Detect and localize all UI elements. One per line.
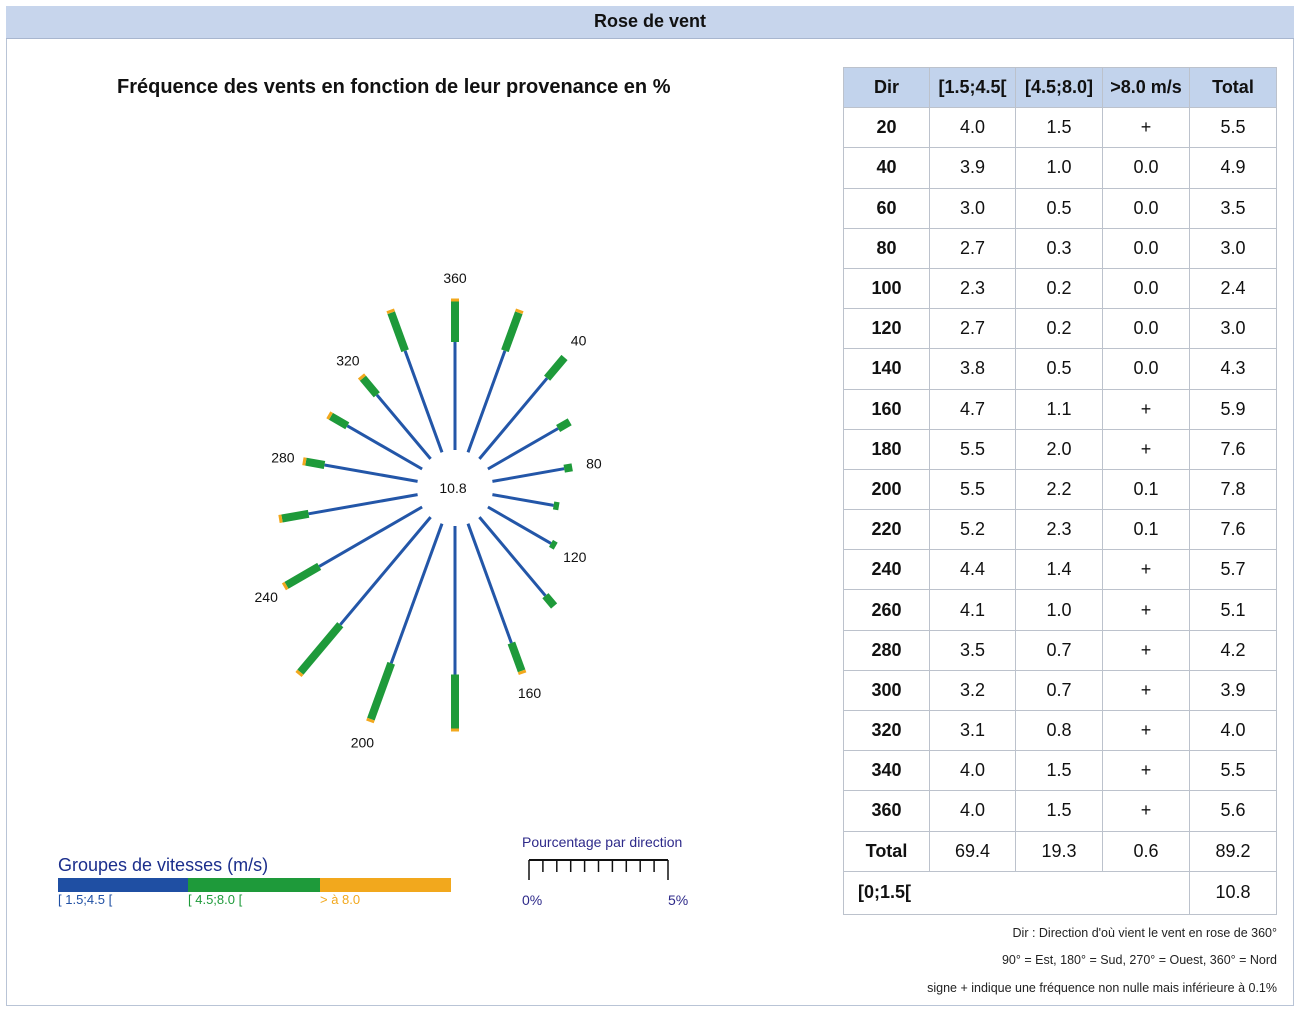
column-header: [4.5;8.0]: [1016, 68, 1103, 108]
table-calm-row: [844, 871, 1277, 914]
table-cell: 3.9: [1190, 670, 1277, 710]
table-cell: 2.2: [1016, 469, 1103, 509]
table-total-cell: 0.6: [1103, 831, 1190, 871]
speed-label-low: [ 1.5;4.5 [: [58, 892, 113, 907]
rose-bar-280-series-3: [303, 461, 306, 462]
table-cell: 0.7: [1016, 670, 1103, 710]
table-cell: +: [1103, 751, 1190, 791]
speed-label-mid: [ 4.5;8.0 [: [188, 892, 243, 907]
table-cell: +: [1103, 791, 1190, 831]
table-cell: 0.2: [1016, 268, 1103, 308]
table-cell: 220: [844, 510, 930, 550]
table-cell: +: [1103, 711, 1190, 751]
column-header: [1.5;4.5[: [930, 68, 1016, 108]
panel-header: Rose de vent: [6, 6, 1294, 39]
table-cell: +: [1103, 670, 1190, 710]
table-cell: 140: [844, 349, 930, 389]
table-cell: 320: [844, 711, 930, 751]
table-total-cell: 69.4: [930, 831, 1016, 871]
rose-bar-20-series-2: [505, 313, 519, 351]
rose-bar-100-series-2: [554, 505, 559, 506]
rose-bar-160-series-1: [468, 524, 511, 643]
table-total-cell: 19.3: [1016, 831, 1103, 871]
table-row: [844, 751, 1277, 791]
table-row: [844, 429, 1277, 469]
rose-bar-40-series-2: [547, 358, 564, 379]
table-cell: 2.4: [1190, 268, 1277, 308]
table-cell: 300: [844, 670, 930, 710]
direction-label: 280: [271, 449, 295, 466]
rose-bar-340-series-3: [390, 310, 391, 313]
scale-legend-title: Pourcentage par direction: [522, 834, 683, 850]
rose-bar-140-series-2: [545, 596, 554, 606]
table-cell: 240: [844, 550, 930, 590]
column-header: Dir: [844, 68, 930, 108]
table-cell: 2.0: [1016, 429, 1103, 469]
table-row: [844, 148, 1277, 188]
table-cell: 3.2: [930, 670, 1016, 710]
table-cell: 0.0: [1103, 188, 1190, 228]
column-header: Total: [1190, 68, 1277, 108]
table-row: [844, 188, 1277, 228]
table-row: [844, 670, 1277, 710]
rose-bar-220-series-2: [300, 625, 340, 673]
table-cell: +: [1103, 108, 1190, 148]
rose-bar-100-series-1: [492, 495, 553, 506]
rose-bar-300-series-3: [328, 415, 331, 417]
direction-label: 200: [350, 734, 375, 751]
table-cell: 5.6: [1190, 791, 1277, 831]
table-row: [844, 510, 1277, 550]
rose-bar-340-series-2: [391, 313, 405, 351]
note-cardinal: 90° = Est, 180° = Sud, 270° = Ouest, 360° = Nord: [1001, 953, 1277, 967]
table-cell: 1.4: [1016, 550, 1103, 590]
table-cell: 3.9: [930, 148, 1016, 188]
table-cell: 0.2: [1016, 309, 1103, 349]
table-cell: 4.0: [930, 108, 1016, 148]
table-cell: 1.5: [1016, 791, 1103, 831]
calm-label: [0;1.5[: [844, 871, 1190, 914]
table-header-row: [844, 68, 1277, 108]
table-cell: 4.0: [1190, 711, 1277, 751]
table-cell: 7.8: [1190, 469, 1277, 509]
rose-bar-260-series-3: [279, 519, 282, 520]
rose-bar-320-series-2: [363, 378, 377, 395]
note-plus-sign: signe + indique une fréquence non nulle mais inférieure à 0.1%: [927, 981, 1277, 995]
table-cell: 200: [844, 469, 930, 509]
table-cell: 0.0: [1103, 268, 1190, 308]
table-cell: 4.1: [930, 590, 1016, 630]
table-cell: 4.0: [930, 751, 1016, 791]
table-cell: 1.1: [1016, 389, 1103, 429]
column-header: >8.0 m/s: [1103, 68, 1190, 108]
speed-legend-title: Groupes de vitesses (m/s): [58, 855, 269, 875]
speed-label-high: > à 8.0: [320, 892, 361, 907]
direction-label: 120: [563, 549, 587, 566]
rose-bar-220-series-1: [340, 517, 430, 625]
table-cell: 1.5: [1016, 751, 1103, 791]
table-cell: 3.0: [1190, 309, 1277, 349]
rose-bar-60-series-2: [558, 422, 570, 429]
table-cell: 0.0: [1103, 309, 1190, 349]
rose-bar-200-series-3: [370, 719, 371, 722]
rose-bar-320-series-1: [377, 395, 431, 459]
table-row: [844, 791, 1277, 831]
table-cell: 3.8: [930, 349, 1016, 389]
table-cell: 0.8: [1016, 711, 1103, 751]
table-cell: 0.3: [1016, 228, 1103, 268]
table-cell: 3.1: [930, 711, 1016, 751]
table-cell: 120: [844, 309, 930, 349]
rose-bar-300-series-1: [347, 426, 422, 469]
chart-title: Fréquence des vents en fonction de leur provenance en %: [117, 76, 671, 98]
table-cell: 4.0: [930, 791, 1016, 831]
table-row: [844, 469, 1277, 509]
direction-label: 160: [517, 684, 542, 701]
rose-bar-220-series-3: [299, 672, 301, 674]
table-cell: 0.1: [1103, 510, 1190, 550]
table-cell: 2.3: [930, 268, 1016, 308]
scale-ruler: [526, 856, 674, 888]
table-row: [844, 309, 1277, 349]
table-cell: 1.0: [1016, 590, 1103, 630]
scale-max-label: 5%: [668, 892, 689, 908]
table-cell: 280: [844, 630, 930, 670]
rose-bar-240-series-3: [284, 585, 287, 587]
direction-label: 80: [586, 455, 602, 472]
rose-bar-200-series-2: [371, 663, 391, 719]
table-cell: 7.6: [1190, 429, 1277, 469]
table-cell: 5.7: [1190, 550, 1277, 590]
table-cell: 20: [844, 108, 930, 148]
table-cell: 180: [844, 429, 930, 469]
rose-bar-200-series-1: [391, 524, 442, 664]
table-row: [844, 108, 1277, 148]
rose-bar-260-series-2: [282, 514, 309, 519]
speed-swatch-low: [58, 878, 188, 892]
table-total-row: [844, 831, 1277, 871]
table-row: [844, 590, 1277, 630]
table-cell: 360: [844, 791, 930, 831]
table-cell: 4.3: [1190, 349, 1277, 389]
table-cell: 2.7: [930, 228, 1016, 268]
table-cell: 0.5: [1016, 349, 1103, 389]
rose-bar-280-series-1: [325, 465, 418, 481]
rose-bar-20-series-3: [519, 310, 520, 313]
direction-label: 360: [443, 270, 467, 287]
rose-bar-240-series-2: [287, 566, 320, 585]
rose-bar-160-series-2: [511, 643, 521, 671]
table-cell: +: [1103, 630, 1190, 670]
table-cell: 4.2: [1190, 630, 1277, 670]
table-cell: +: [1103, 389, 1190, 429]
table-cell: 3.0: [1190, 228, 1277, 268]
speed-swatch-mid: [188, 878, 320, 892]
rose-bar-80-series-1: [492, 469, 564, 482]
table-cell: 60: [844, 188, 930, 228]
table-cell: 4.9: [1190, 148, 1277, 188]
rose-bar-320-series-3: [361, 376, 363, 378]
rose-bar-80-series-2: [564, 467, 572, 468]
table-cell: 4.7: [930, 389, 1016, 429]
table-cell: 0.0: [1103, 349, 1190, 389]
frequency-table: [843, 67, 1277, 915]
table-cell: +: [1103, 550, 1190, 590]
table-cell: 160: [844, 389, 930, 429]
table-cell: 100: [844, 268, 930, 308]
table-cell: 0.5: [1016, 188, 1103, 228]
rose-bar-160-series-3: [522, 671, 523, 674]
table-cell: 7.6: [1190, 510, 1277, 550]
table-cell: 1.5: [1016, 108, 1103, 148]
table-cell: 0.0: [1103, 228, 1190, 268]
table-cell: 2.3: [1016, 510, 1103, 550]
center-calm-value: 10.8: [439, 480, 467, 496]
table-row: [844, 349, 1277, 389]
table-cell: 340: [844, 751, 930, 791]
table-cell: 5.5: [1190, 751, 1277, 791]
table-cell: 4.4: [930, 550, 1016, 590]
direction-label: 320: [336, 352, 360, 369]
direction-label: 40: [570, 332, 587, 349]
table-row: [844, 389, 1277, 429]
direction-label: 240: [254, 589, 278, 605]
scale-min-label: 0%: [522, 892, 543, 908]
rose-bar-240-series-1: [319, 507, 422, 566]
table-cell: 0.7: [1016, 630, 1103, 670]
note-direction: Dir : Direction d'où vient le vent en rose de 360°: [1012, 926, 1277, 940]
rose-bar-120-series-2: [551, 543, 556, 546]
table-cell: +: [1103, 429, 1190, 469]
table-row: [844, 711, 1277, 751]
table-cell: 5.5: [930, 429, 1016, 469]
table-cell: 5.5: [1190, 108, 1277, 148]
table-total-cell: Total: [844, 831, 930, 871]
speed-swatch-high: [320, 878, 451, 892]
table-cell: 0.0: [1103, 148, 1190, 188]
table-cell: 5.1: [1190, 590, 1277, 630]
table-total-cell: 89.2: [1190, 831, 1277, 871]
table-cell: 0.1: [1103, 469, 1190, 509]
table-cell: 80: [844, 228, 930, 268]
rose-bar-300-series-2: [331, 416, 347, 426]
table-cell: 3.0: [930, 188, 1016, 228]
rose-bar-280-series-2: [306, 462, 325, 465]
calm-value: 10.8: [1190, 871, 1277, 914]
table-cell: 5.5: [930, 469, 1016, 509]
table-cell: 3.5: [930, 630, 1016, 670]
table-cell: 260: [844, 590, 930, 630]
table-cell: 5.2: [930, 510, 1016, 550]
table-row: [844, 228, 1277, 268]
table-row: [844, 550, 1277, 590]
table-cell: 5.9: [1190, 389, 1277, 429]
table-cell: +: [1103, 590, 1190, 630]
table-cell: 40: [844, 148, 930, 188]
table-cell: 2.7: [930, 309, 1016, 349]
table-cell: 1.0: [1016, 148, 1103, 188]
rose-bar-260-series-1: [309, 495, 418, 514]
table-cell: 3.5: [1190, 188, 1277, 228]
table-row: [844, 630, 1277, 670]
table-row: [844, 268, 1277, 308]
